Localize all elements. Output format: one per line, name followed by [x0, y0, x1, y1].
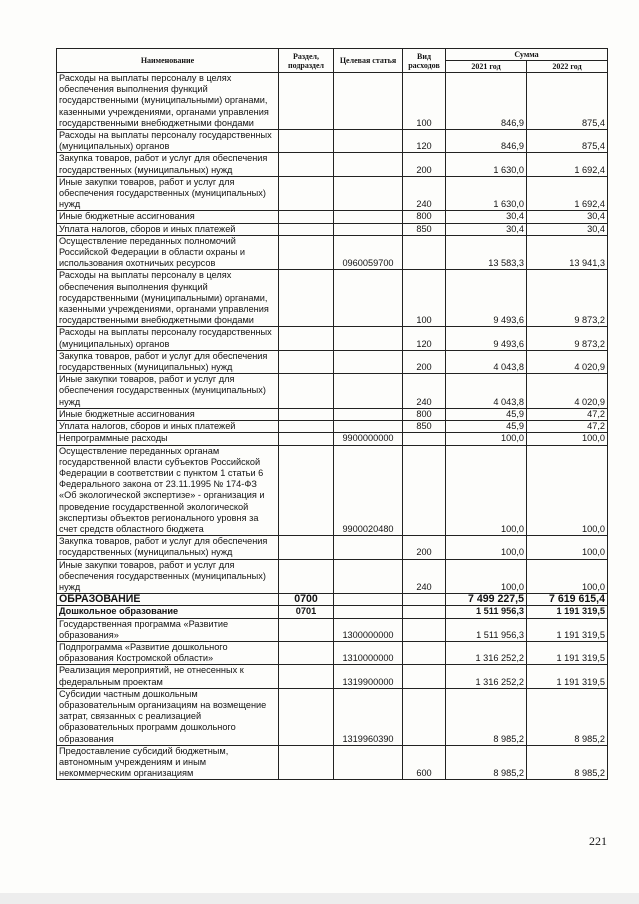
row-expense: 240 [403, 559, 446, 594]
row-target [334, 73, 403, 130]
table-row [57, 606, 608, 618]
row-sum-2022: 4 020,9 [527, 374, 608, 409]
row-expense: 120 [403, 130, 446, 153]
row-name: Уплата налогов, сборов и иных платежей [57, 223, 279, 235]
row-target: 1300000000 [334, 618, 403, 641]
row-section [279, 130, 334, 153]
row-sum-2022: 9 873,2 [527, 327, 608, 350]
header-target: Целевая статья [334, 49, 403, 73]
row-sum-2021: 100,0 [446, 536, 527, 559]
row-sum-2022: 100,0 [527, 433, 608, 445]
row-expense: 100 [403, 73, 446, 130]
row-target [334, 176, 403, 211]
row-name: Расходы на выплаты персоналу государственных (муниципальных) органов [57, 130, 279, 153]
row-target: 1319960390 [334, 688, 403, 745]
table-row [57, 536, 608, 559]
row-name: Расходы на выплаты персоналу в целях обеспечения выполнения функций государственными (муниципальными) органами, казенными учреждениями, органами управления государственными внебюджетными фондами [57, 270, 279, 327]
row-section [279, 688, 334, 745]
header-year-2021: 2021 год [446, 61, 527, 73]
row-sum-2021: 4 043,8 [446, 374, 527, 409]
row-name: Закупка товаров, работ и услуг для обеспечения государственных (муниципальных) нужд [57, 536, 279, 559]
row-name: Государственная программа «Развитие образования» [57, 618, 279, 641]
row-target [334, 408, 403, 420]
row-sum-2022: 8 985,2 [527, 745, 608, 780]
row-section [279, 176, 334, 211]
row-target: 1310000000 [334, 641, 403, 664]
row-target: 1319900000 [334, 665, 403, 688]
row-expense: 800 [403, 408, 446, 420]
table-row [57, 594, 608, 606]
row-sum-2022: 1 692,4 [527, 153, 608, 176]
row-section [279, 73, 334, 130]
table-row [57, 130, 608, 153]
row-sum-2022: 30,4 [527, 211, 608, 223]
row-expense: 240 [403, 374, 446, 409]
table-row [57, 176, 608, 211]
row-section [279, 641, 334, 664]
row-target [334, 270, 403, 327]
row-expense: 850 [403, 421, 446, 433]
row-sum-2021: 4 043,8 [446, 350, 527, 373]
row-name: Дошкольное образование [57, 606, 279, 618]
row-section [279, 421, 334, 433]
row-sum-2021: 1 511 956,3 [446, 618, 527, 641]
row-sum-2022: 13 941,3 [527, 235, 608, 270]
row-section [279, 559, 334, 594]
row-expense: 120 [403, 327, 446, 350]
row-name: Подпрограмма «Развитие дошкольного образования Костромской области» [57, 641, 279, 664]
row-target [334, 350, 403, 373]
row-sum-2021: 8 985,2 [446, 745, 527, 780]
row-sum-2022: 47,2 [527, 408, 608, 420]
row-target [334, 327, 403, 350]
row-sum-2022: 1 191 319,5 [527, 606, 608, 618]
row-name: Закупка товаров, работ и услуг для обеспечения государственных (муниципальных) нужд [57, 350, 279, 373]
table-row [57, 235, 608, 270]
row-name: Иные закупки товаров, работ и услуг для обеспечения государственных (муниципальных) нужд [57, 176, 279, 211]
row-target [334, 559, 403, 594]
row-sum-2021: 1 511 956,3 [446, 606, 527, 618]
row-name: Иные закупки товаров, работ и услуг для обеспечения государственных (муниципальных) нужд [57, 559, 279, 594]
row-sum-2022: 875,4 [527, 130, 608, 153]
row-expense: 240 [403, 176, 446, 211]
row-section [279, 235, 334, 270]
row-sum-2021: 100,0 [446, 559, 527, 594]
row-sum-2022: 875,4 [527, 73, 608, 130]
budget-table [56, 48, 608, 780]
row-sum-2021: 8 985,2 [446, 688, 527, 745]
table-row [57, 665, 608, 688]
scan-edge [0, 893, 639, 904]
row-name: Непрограммные расходы [57, 433, 279, 445]
row-section [279, 665, 334, 688]
row-section [279, 374, 334, 409]
row-expense [403, 641, 446, 664]
row-expense: 600 [403, 745, 446, 780]
row-expense [403, 665, 446, 688]
table-row [57, 153, 608, 176]
header-section: Раздел, подраздел [279, 49, 334, 73]
row-sum-2021: 100,0 [446, 433, 527, 445]
row-sum-2021: 100,0 [446, 445, 527, 536]
row-sum-2021: 846,9 [446, 73, 527, 130]
row-target: 9900020480 [334, 445, 403, 536]
row-section [279, 153, 334, 176]
table-row [57, 327, 608, 350]
row-sum-2021: 9 493,6 [446, 327, 527, 350]
table-row [57, 374, 608, 409]
row-name: Осуществление переданных полномочий Российской Федерации в области охраны и использования охотничьих ресурсов [57, 235, 279, 270]
row-target: 9900000000 [334, 433, 403, 445]
header-name: Наименование [57, 49, 279, 73]
table-row [57, 745, 608, 780]
row-name: Уплата налогов, сборов и иных платежей [57, 421, 279, 433]
row-sum-2022: 7 619 615,4 [527, 594, 608, 606]
row-expense [403, 606, 446, 618]
row-expense: 100 [403, 270, 446, 327]
row-section [279, 270, 334, 327]
row-sum-2021: 1 630,0 [446, 153, 527, 176]
header-expense: Вид расходов [403, 49, 446, 73]
row-sum-2022: 1 191 319,5 [527, 665, 608, 688]
row-target [334, 594, 403, 606]
row-name: Субсидии частным дошкольным образовательным организациям на возмещение затрат, связанных с реализацией образовательных программ дошкольного образования [57, 688, 279, 745]
row-target [334, 421, 403, 433]
row-expense [403, 688, 446, 745]
row-name: ОБРАЗОВАНИЕ [57, 594, 279, 606]
row-expense: 200 [403, 536, 446, 559]
table-row [57, 688, 608, 745]
row-name: Закупка товаров, работ и услуг для обеспечения государственных (муниципальных) нужд [57, 153, 279, 176]
row-sum-2022: 100,0 [527, 536, 608, 559]
table-row [57, 618, 608, 641]
row-sum-2021: 1 630,0 [446, 176, 527, 211]
row-expense: 850 [403, 223, 446, 235]
table-row [57, 408, 608, 420]
row-sum-2021: 30,4 [446, 223, 527, 235]
row-section: 0700 [279, 594, 334, 606]
row-sum-2022: 4 020,9 [527, 350, 608, 373]
page-number: 221 [589, 834, 607, 848]
row-sum-2022: 47,2 [527, 421, 608, 433]
row-expense: 800 [403, 211, 446, 223]
table-row [57, 641, 608, 664]
table-body [57, 73, 608, 780]
row-section [279, 536, 334, 559]
row-target [334, 745, 403, 780]
table-header [57, 49, 608, 73]
row-section [279, 745, 334, 780]
row-target [334, 606, 403, 618]
header-sum: Сумма [446, 49, 608, 61]
row-target [334, 130, 403, 153]
row-sum-2022: 1 191 319,5 [527, 641, 608, 664]
row-expense [403, 618, 446, 641]
row-target [334, 153, 403, 176]
row-sum-2021: 1 316 252,2 [446, 641, 527, 664]
table-row [57, 223, 608, 235]
row-name: Расходы на выплаты персоналу в целях обеспечения выполнения функций государственными (муниципальными) органами, казенными учреждениями, органами управления государственными внебюджетными фондами [57, 73, 279, 130]
row-target [334, 536, 403, 559]
row-sum-2021: 7 499 227,5 [446, 594, 527, 606]
row-expense [403, 445, 446, 536]
row-section [279, 445, 334, 536]
row-sum-2021: 9 493,6 [446, 270, 527, 327]
row-sum-2021: 846,9 [446, 130, 527, 153]
table-row [57, 445, 608, 536]
row-name: Иные бюджетные ассигнования [57, 211, 279, 223]
row-target [334, 211, 403, 223]
row-name: Иные бюджетные ассигнования [57, 408, 279, 420]
table-row [57, 211, 608, 223]
header-year-2022: 2022 год [527, 61, 608, 73]
row-target: 0960059700 [334, 235, 403, 270]
row-section [279, 327, 334, 350]
row-section [279, 350, 334, 373]
table-row [57, 559, 608, 594]
row-section [279, 408, 334, 420]
row-expense: 200 [403, 350, 446, 373]
row-sum-2022: 9 873,2 [527, 270, 608, 327]
row-section [279, 211, 334, 223]
row-sum-2022: 100,0 [527, 445, 608, 536]
row-name: Расходы на выплаты персоналу государственных (муниципальных) органов [57, 327, 279, 350]
row-expense [403, 235, 446, 270]
table-row [57, 73, 608, 130]
row-sum-2021: 13 583,3 [446, 235, 527, 270]
row-sum-2021: 30,4 [446, 211, 527, 223]
row-sum-2021: 45,9 [446, 421, 527, 433]
row-name: Предоставление субсидий бюджетным, автономным учреждениям и иным некоммерческим организациям [57, 745, 279, 780]
row-sum-2021: 1 316 252,2 [446, 665, 527, 688]
table-row [57, 433, 608, 445]
row-expense [403, 433, 446, 445]
row-sum-2022: 30,4 [527, 223, 608, 235]
row-sum-2022: 100,0 [527, 559, 608, 594]
row-sum-2022: 1 191 319,5 [527, 618, 608, 641]
row-expense [403, 594, 446, 606]
table-row [57, 421, 608, 433]
table-row [57, 350, 608, 373]
row-expense: 200 [403, 153, 446, 176]
row-name: Реализация мероприятий, не отнесенных к федеральным проектам [57, 665, 279, 688]
row-name: Иные закупки товаров, работ и услуг для обеспечения государственных (муниципальных) нужд [57, 374, 279, 409]
row-target [334, 374, 403, 409]
row-name: Осуществление переданных органам государственной власти субъектов Российской Федерации в соответствии с пунктом 1 статьи 6 Федерального закона от 23.11.1995 № 174-ФЗ «Об экологической экспертизе» - организация и проведение государственной экологической экспертизы объектов регионального уровня за счет средств областного бюджета [57, 445, 279, 536]
row-sum-2022: 1 692,4 [527, 176, 608, 211]
row-section [279, 223, 334, 235]
row-sum-2022: 8 985,2 [527, 688, 608, 745]
row-target [334, 223, 403, 235]
row-section: 0701 [279, 606, 334, 618]
table-row [57, 270, 608, 327]
row-section [279, 618, 334, 641]
row-sum-2021: 45,9 [446, 408, 527, 420]
row-section [279, 433, 334, 445]
